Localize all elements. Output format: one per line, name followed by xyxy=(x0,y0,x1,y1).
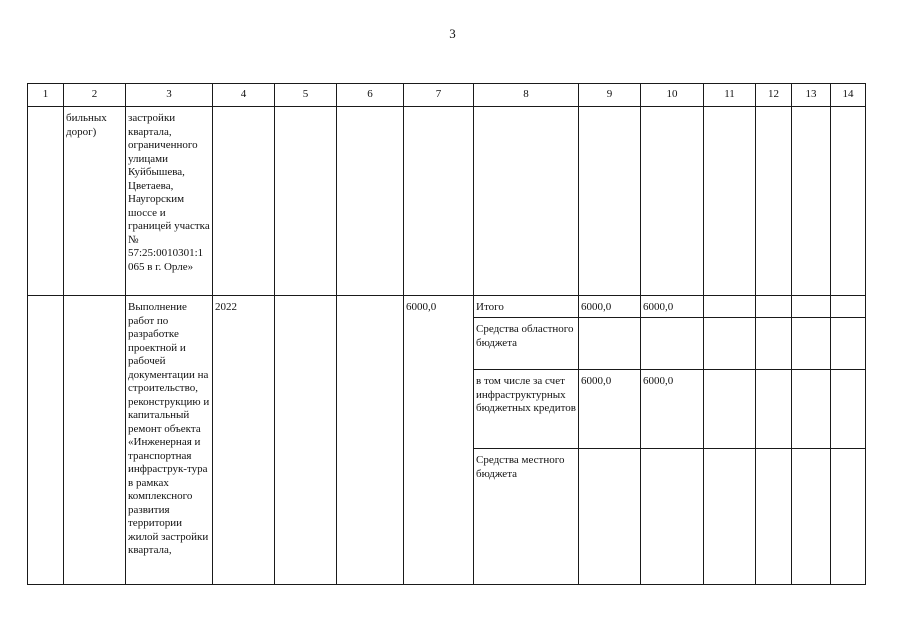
header-cell-13: 13 xyxy=(792,84,831,107)
sub-row-credits-col12 xyxy=(756,370,792,449)
page-number: 3 xyxy=(449,26,456,41)
sub-row-regional-col11 xyxy=(704,318,756,370)
sub-row-local-col11 xyxy=(704,449,756,585)
sub-row-total-label: Итого xyxy=(474,296,579,318)
sub-row-regional-col9 xyxy=(579,318,641,370)
sub-row-total-col9: 6000,0 xyxy=(579,296,641,318)
row1-col1 xyxy=(28,107,64,296)
sub-row-credits-col13 xyxy=(792,370,831,449)
header-cell-1: 1 xyxy=(28,84,64,107)
sub-row-total-col12 xyxy=(756,296,792,318)
sub-row-regional-col13 xyxy=(792,318,831,370)
sub-row-regional-col12 xyxy=(756,318,792,370)
program-table xyxy=(27,83,866,585)
sub-row-credits-col9: 6000,0 xyxy=(579,370,641,449)
sub-row-local-col12 xyxy=(756,449,792,585)
row1-col9 xyxy=(579,107,641,296)
row2-col4: 2022 xyxy=(213,296,275,585)
row1-col10 xyxy=(641,107,704,296)
row1-col11 xyxy=(704,107,756,296)
row1-col4 xyxy=(213,107,275,296)
row2-col7: 6000,0 xyxy=(404,296,474,585)
header-cell-5: 5 xyxy=(275,84,337,107)
row1-col3: застройки квартала, ограниченного улицами Куйбышева, Цветаева, Наугорским шоссе и границей участка № 57:25:0010301:1 065 в г. Орле» xyxy=(126,107,213,296)
sub-row-local-col13 xyxy=(792,449,831,585)
row1-col12 xyxy=(756,107,792,296)
header-cell-8: 8 xyxy=(474,84,579,107)
row1-col5 xyxy=(275,107,337,296)
sub-row-credits-col10: 6000,0 xyxy=(641,370,704,449)
header-cell-9: 9 xyxy=(579,84,641,107)
row1-col8 xyxy=(474,107,579,296)
sub-row-regional-label: Средства областного бюджета xyxy=(474,318,579,370)
sub-row-local-label: Средства местного бюджета xyxy=(474,449,579,585)
row1-col7 xyxy=(404,107,474,296)
row2-col6 xyxy=(337,296,404,585)
row1-col14 xyxy=(831,107,866,296)
sub-row-regional-col14 xyxy=(831,318,866,370)
sub-row-local-col9 xyxy=(579,449,641,585)
header-cell-6: 6 xyxy=(337,84,404,107)
row1-col6 xyxy=(337,107,404,296)
sub-row-local-col10 xyxy=(641,449,704,585)
row2-col5 xyxy=(275,296,337,585)
row2-col1 xyxy=(28,296,64,585)
table-row xyxy=(28,107,866,296)
sub-row-local-col14 xyxy=(831,449,866,585)
header-cell-12: 12 xyxy=(756,84,792,107)
sub-row-total-col13 xyxy=(792,296,831,318)
row2-col2 xyxy=(64,296,126,585)
sub-row-total-col10: 6000,0 xyxy=(641,296,704,318)
row1-col13 xyxy=(792,107,831,296)
header-cell-11: 11 xyxy=(704,84,756,107)
header-cell-2: 2 xyxy=(64,84,126,107)
sub-row-total-col11 xyxy=(704,296,756,318)
sub-row-credits-col14 xyxy=(831,370,866,449)
header-cell-3: 3 xyxy=(126,84,213,107)
sub-row-total-col14 xyxy=(831,296,866,318)
header-row xyxy=(28,84,866,107)
sub-row-regional-col10 xyxy=(641,318,704,370)
header-cell-10: 10 xyxy=(641,84,704,107)
header-cell-14: 14 xyxy=(831,84,866,107)
header-cell-7: 7 xyxy=(404,84,474,107)
sub-row-credits-col11 xyxy=(704,370,756,449)
sub-row-credits-label: в том числе за счет инфраструктурных бюджетных кредитов xyxy=(474,370,579,449)
header-cell-4: 4 xyxy=(213,84,275,107)
row1-col2: бильных дорог) xyxy=(64,107,126,296)
row2-col3: Выполнение работ по разработке проектной и рабочей документации на строительство, реконструкцию и капитальный ремонт объекта «Инженерная и транспортная инфраструк-тура в рамках комплексного развития территории жилой застройки квартала, xyxy=(126,296,213,585)
table-row xyxy=(28,296,866,318)
